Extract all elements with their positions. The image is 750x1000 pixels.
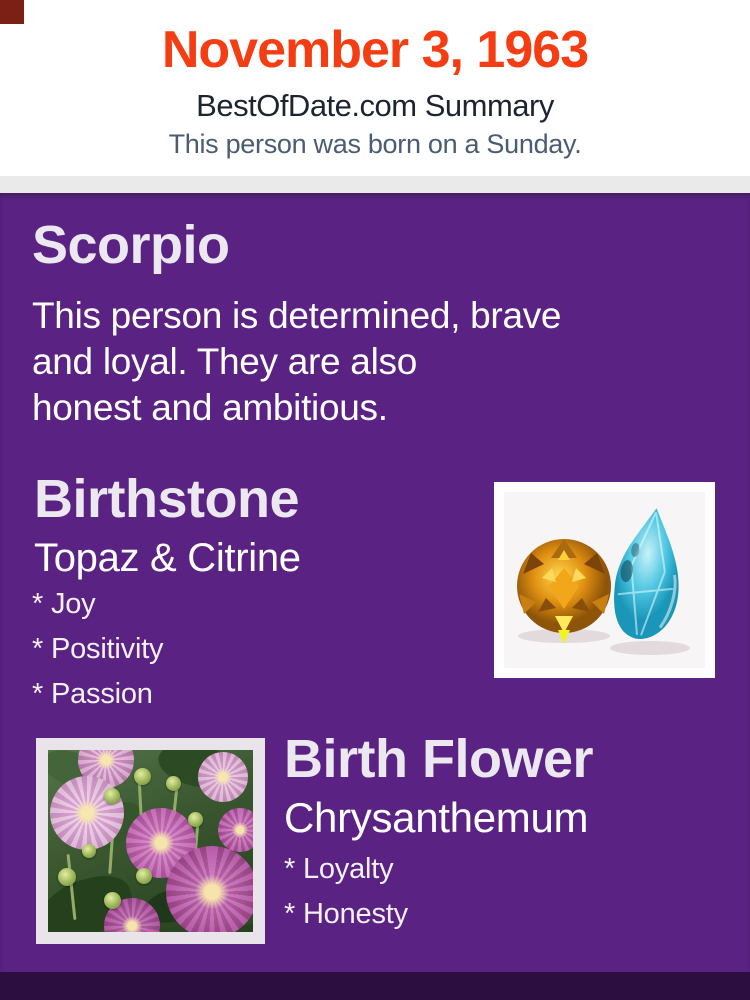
zodiac-description-line: honest and ambitious.: [32, 387, 388, 428]
birth-flower-trait-list: [284, 847, 408, 937]
birth-flower-trait: * Honesty: [284, 898, 408, 930]
zodiac-description: [32, 293, 561, 431]
birth-flower-photo: [36, 738, 265, 944]
birthstone-trait: * Passion: [32, 678, 153, 710]
birthstone-trait: * Positivity: [32, 633, 164, 665]
birthstone-photo: [494, 482, 715, 678]
chrysanthemum-image: [48, 750, 253, 932]
header-divider: [0, 176, 750, 193]
page-title-date: November 3, 1963: [161, 21, 589, 79]
flower-bloom: [198, 752, 248, 802]
topaz-citrine-gems-image: [504, 492, 705, 668]
birth-flower-trait: * Loyalty: [284, 853, 394, 885]
birth-flower-name: Chrysanthemum: [284, 794, 589, 841]
zodiac-description-line: This person is determined, brave: [32, 295, 562, 336]
birth-flower-heading: Birth Flower: [284, 729, 594, 789]
site-summary-title: BestOfDate.com Summary: [196, 88, 554, 123]
footer-band: [0, 972, 750, 1000]
flower-bloom: [218, 808, 253, 852]
flower-bloom: [166, 846, 253, 932]
birthstone-name: Topaz & Citrine: [34, 536, 301, 580]
birthstone-heading: Birthstone: [34, 469, 299, 529]
zodiac-heading: Scorpio: [32, 215, 230, 275]
zodiac-description-line: and loyal. They are also: [32, 341, 417, 382]
birthstone-trait-list: [32, 582, 163, 717]
born-on-weekday-text: This person was born on a Sunday.: [168, 129, 582, 159]
birthstone-trait: * Joy: [32, 588, 96, 620]
